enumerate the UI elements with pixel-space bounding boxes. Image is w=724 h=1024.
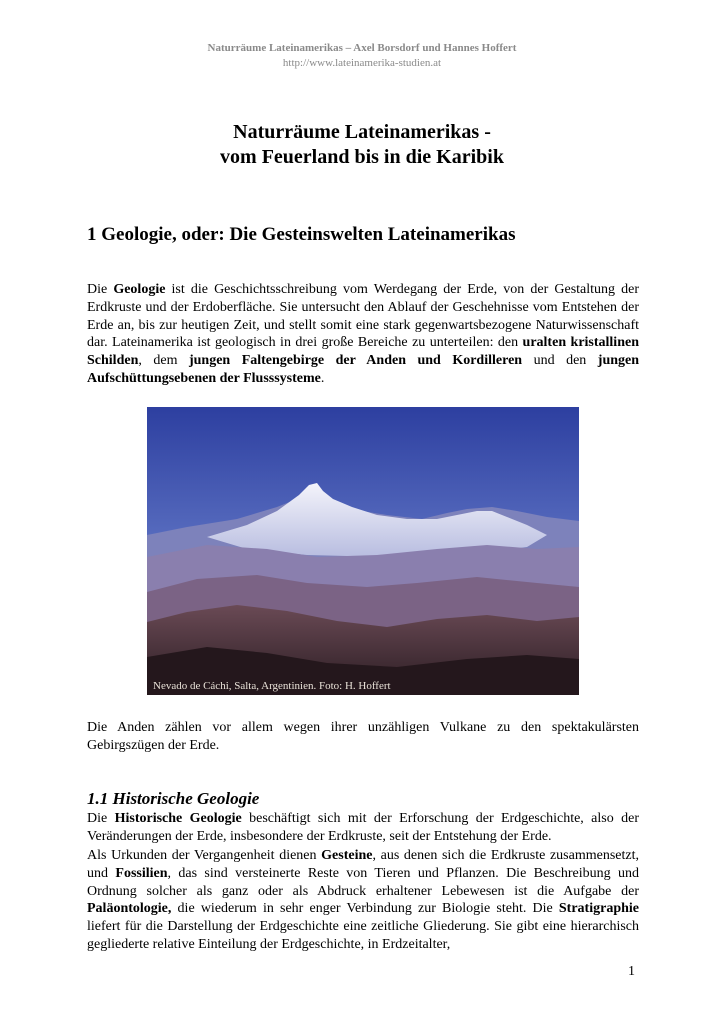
photo-caption: Nevado de Cáchi, Salta, Argentinien. Foto: H. Hoffert — [153, 680, 391, 692]
urkunden-paragraph — [87, 847, 639, 954]
mountain-photo — [147, 407, 579, 695]
text-run: , aus denen sich die Erdkruste zusammensetzt, und — [87, 848, 639, 881]
text-run: die wiederum in sehr enger Verbindung zur Biologie steht. Die — [171, 901, 559, 917]
subsection-heading-historische-geologie: 1.1 Historische Geologie — [87, 789, 260, 808]
bold-term: jungen Faltengebirge der Anden und Kordilleren — [188, 353, 523, 369]
header-authors: Naturräume Lateinamerikas – Axel Borsdorf und Hannes Hoffert — [207, 42, 517, 54]
bold-term: Paläontologie, — [87, 901, 172, 917]
document-title — [0, 120, 724, 170]
bold-term: Gesteine — [321, 848, 373, 863]
text-run: . — [320, 370, 325, 386]
intro-paragraph — [87, 281, 639, 388]
bold-term: Stratigraphie — [558, 901, 639, 917]
bold-term: jungen Aufschüttungsebenen der Flusssysteme — [87, 353, 640, 386]
header-url[interactable]: http://www.lateinamerika-studien.at — [282, 57, 442, 69]
text-run: beschäftigt sich mit der Erforschung der Erdgeschichte, also der Veränderungen der Erde, insbesondere der Erdkruste, seit der Entstehung der Erde. — [87, 811, 639, 844]
andes-paragraph — [87, 719, 639, 755]
bold-term: Fossilien — [115, 865, 168, 881]
text-run: Die — [87, 282, 114, 297]
text-run: Als Urkunden der Vergangenheit dienen — [87, 848, 322, 863]
historische-geologie-paragraph — [87, 810, 639, 846]
text-run: , das sind versteinerte Reste von Tieren und Pflanzen. Die Beschreibung und Ordnung solcher als ganz oder als Abdruck erhaltener Lebewesen ist die Aufgabe der — [87, 865, 640, 899]
running-header — [0, 41, 724, 71]
section-heading-geologie: 1 Geologie, oder: Die Gesteinswelten Lateinamerikas — [87, 224, 516, 245]
text-run: liefert für die Darstellung der Erdgeschichte eine zeitliche Gliederung. Sie gibt eine hierarchisch gegliederte relative Einteilung der Erdgeschichte, in Erdzeitalter, — [87, 919, 639, 952]
text-run: , dem — [138, 353, 189, 369]
text-run: Die Anden zählen vor allem wegen ihrer unzähligen Vulkane zu den spektakulärsten Gebirgszügen der Erde. — [87, 720, 639, 753]
page-number: 1 — [628, 964, 635, 979]
text-run: Die — [87, 811, 115, 826]
bold-term: uralten kristallinen Schilden — [87, 335, 639, 369]
title-line-2: vom Feuerland bis in die Karibik — [220, 146, 504, 168]
bold-term: Geologie — [113, 282, 166, 297]
text-run: und den — [522, 353, 598, 369]
title-line-1: Naturräume Lateinamerikas - — [233, 121, 491, 143]
bold-term: Historische Geologie — [114, 811, 242, 826]
photo-graphic — [147, 407, 579, 695]
text-run: ist die Geschichtsschreibung vom Werdegang der Erde, von der Gestaltung der Erdkruste und der Erdoberfläche. Sie untersucht den Ablauf der Geschehnisse vom Entstehen der Erde an, bis zur heutigen Zeit, und stellt somit eine stark gegenwartsbezogene Naturwissenschaft dar. Lateinamerika ist geologisch in drei große Bereiche zu unterteilen: den — [87, 282, 639, 351]
